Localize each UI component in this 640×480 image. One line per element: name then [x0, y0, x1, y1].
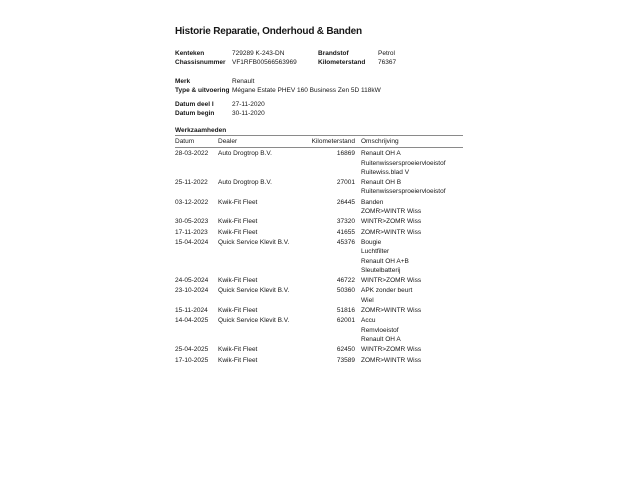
omschrijving-line: WINTR>ZOMR Wiss [361, 218, 422, 226]
table-row [175, 276, 463, 285]
omschrijving-line: ZOMR>WINTR Wiss [361, 228, 422, 236]
table-row [175, 356, 463, 365]
omschrijving-line: Renault OH B [361, 179, 402, 187]
row-dealer: Kwik-Fit Fleet [218, 198, 258, 206]
omschrijving-line: Accu [361, 317, 376, 325]
row-dealer: Kwik-Fit Fleet [218, 307, 258, 315]
row-kilometerstand: 50360 [336, 287, 355, 295]
omschrijving-line: Ruitenwissersproeiervloeistof [361, 188, 446, 196]
row-kilometerstand: 51816 [336, 307, 355, 315]
row-dealer: Auto Drogtrop B.V. [218, 179, 272, 187]
table-row [175, 345, 463, 354]
row-dealer: Quick Service Klevit B.V. [218, 238, 290, 246]
omschrijving-line: ZOMR>WINTR Wiss [361, 307, 422, 315]
row-omschrijving [355, 228, 463, 237]
vehicle-history-document [175, 0, 463, 480]
omschrijving-line: APK zonder beurt [361, 287, 413, 295]
vehicle-identity-block [175, 49, 463, 68]
table-row [175, 306, 463, 315]
omschrijving-line: Renault OH A [361, 335, 401, 343]
row-dealer: Kwik-Fit Fleet [218, 218, 258, 226]
row-dealer: Quick Service Klevit B.V. [218, 287, 290, 295]
row-omschrijving [355, 345, 463, 354]
omschrijving-line: WINTR>ZOMR Wiss [361, 346, 422, 354]
row-kilometerstand: 16869 [336, 150, 355, 158]
table-row [175, 228, 463, 237]
vehicle-dates-block [175, 100, 463, 119]
column-header-kilometerstand: Kilometerstand [311, 137, 355, 145]
werkzaamheden-section-title: Werkzaamheden [175, 127, 227, 134]
column-header-omschrijving: Omschrijving [361, 137, 399, 145]
omschrijving-line: Ruitenwissersproeiervloeistof [361, 159, 446, 167]
omschrijving-line: ZOMR>WINTR Wiss [361, 208, 422, 216]
row-omschrijving [355, 286, 463, 305]
row-kilometerstand: 62001 [336, 317, 355, 325]
merk-value: Renault [232, 78, 255, 85]
omschrijving-line: Luchtfilter [361, 248, 390, 256]
datum-deel-label: Datum deel I [175, 101, 214, 108]
row-dealer: Kwik-Fit Fleet [218, 346, 258, 354]
datum-begin-value: 30-11-2020 [232, 110, 265, 118]
row-omschrijving [355, 238, 463, 275]
brandstof-value: Petrol [378, 50, 395, 57]
type-uitvoering-label: Type & uitvoering [175, 87, 230, 95]
row-datum: 17-10-2025 [175, 356, 209, 364]
chassisnummer-label: Chassisnummer [175, 59, 226, 67]
brandstof-label: Brandstof [318, 50, 349, 57]
table-row [175, 238, 463, 275]
row-kilometerstand: 46722 [336, 277, 355, 285]
omschrijving-line: Sleutelbatterij [361, 266, 401, 274]
omschrijving-line: Remvloeistof [361, 326, 399, 334]
row-datum: 14-04-2025 [175, 317, 209, 325]
row-datum: 15-04-2024 [175, 238, 209, 246]
omschrijving-line: ZOMR>WINTR Wiss [361, 356, 422, 364]
row-kilometerstand: 27001 [336, 179, 355, 187]
row-datum: 25-04-2025 [175, 346, 209, 354]
merk-label: Merk [175, 78, 191, 85]
row-datum: 23-10-2024 [175, 287, 209, 295]
row-datum: 28-03-2022 [175, 150, 209, 158]
table-row [175, 286, 463, 305]
row-datum: 25-11-2022 [175, 179, 208, 187]
row-kilometerstand: 37320 [336, 218, 355, 226]
vehicle-model-block [175, 77, 463, 96]
table-row [175, 316, 463, 344]
row-kilometerstand: 62450 [336, 346, 355, 354]
datum-begin-label: Datum begin [175, 110, 215, 118]
omschrijving-line: Banden [361, 198, 384, 206]
chassisnummer-value: VF1RFB00566563969 [232, 59, 297, 67]
row-kilometerstand: 73589 [336, 356, 355, 364]
row-kilometerstand: 26445 [336, 198, 355, 206]
column-header-dealer: Dealer [218, 137, 238, 145]
omschrijving-line: Renault OH A [361, 150, 401, 158]
row-dealer: Auto Drogtrop B.V. [218, 150, 272, 158]
table-row [175, 178, 463, 197]
table-header-row [175, 135, 463, 148]
row-datum: 30-05-2023 [175, 218, 209, 226]
row-kilometerstand: 45376 [336, 238, 355, 246]
row-omschrijving [355, 178, 463, 197]
row-omschrijving [355, 217, 463, 226]
row-datum: 17-11-2023 [175, 228, 208, 236]
table-body [175, 149, 463, 365]
werkzaamheden-table [175, 135, 463, 366]
omschrijving-line: Renault OH A+B [361, 257, 409, 265]
kenteken-label: Kenteken [175, 50, 205, 57]
omschrijving-line: Ruitewiss.blad V [361, 168, 410, 176]
column-header-datum: Datum [175, 137, 195, 145]
omschrijving-line: WINTR>ZOMR Wiss [361, 277, 422, 285]
row-datum: 15-11-2024 [175, 307, 208, 315]
row-omschrijving [355, 306, 463, 315]
row-kilometerstand: 41655 [336, 228, 355, 236]
row-datum: 24-05-2024 [175, 277, 209, 285]
row-omschrijving [355, 276, 463, 285]
table-row [175, 217, 463, 226]
row-omschrijving [355, 149, 463, 177]
kilometerstand-label: Kilometerstand [318, 59, 366, 67]
omschrijving-line: Bougie [361, 238, 382, 246]
row-dealer: Kwik-Fit Fleet [218, 228, 258, 236]
row-omschrijving [355, 316, 463, 344]
omschrijving-line: Wiel [361, 296, 374, 304]
row-datum: 03-12-2022 [175, 198, 209, 206]
row-dealer: Quick Service Klevit B.V. [218, 317, 290, 325]
datum-deel-value: 27-11-2020 [232, 101, 265, 108]
table-row [175, 149, 463, 177]
row-omschrijving [355, 356, 463, 365]
page-title: Historie Reparatie, Onderhoud & Banden [175, 26, 362, 37]
row-dealer: Kwik-Fit Fleet [218, 277, 258, 285]
kilometerstand-value: 76367 [378, 59, 397, 67]
table-row [175, 198, 463, 217]
type-uitvoering-value: Mégane Estate PHEV 160 Business Zen 5D 118kW [232, 87, 381, 95]
row-omschrijving [355, 198, 463, 217]
row-dealer: Kwik-Fit Fleet [218, 356, 258, 364]
kenteken-value: 729289 K-243-DN [232, 50, 285, 57]
